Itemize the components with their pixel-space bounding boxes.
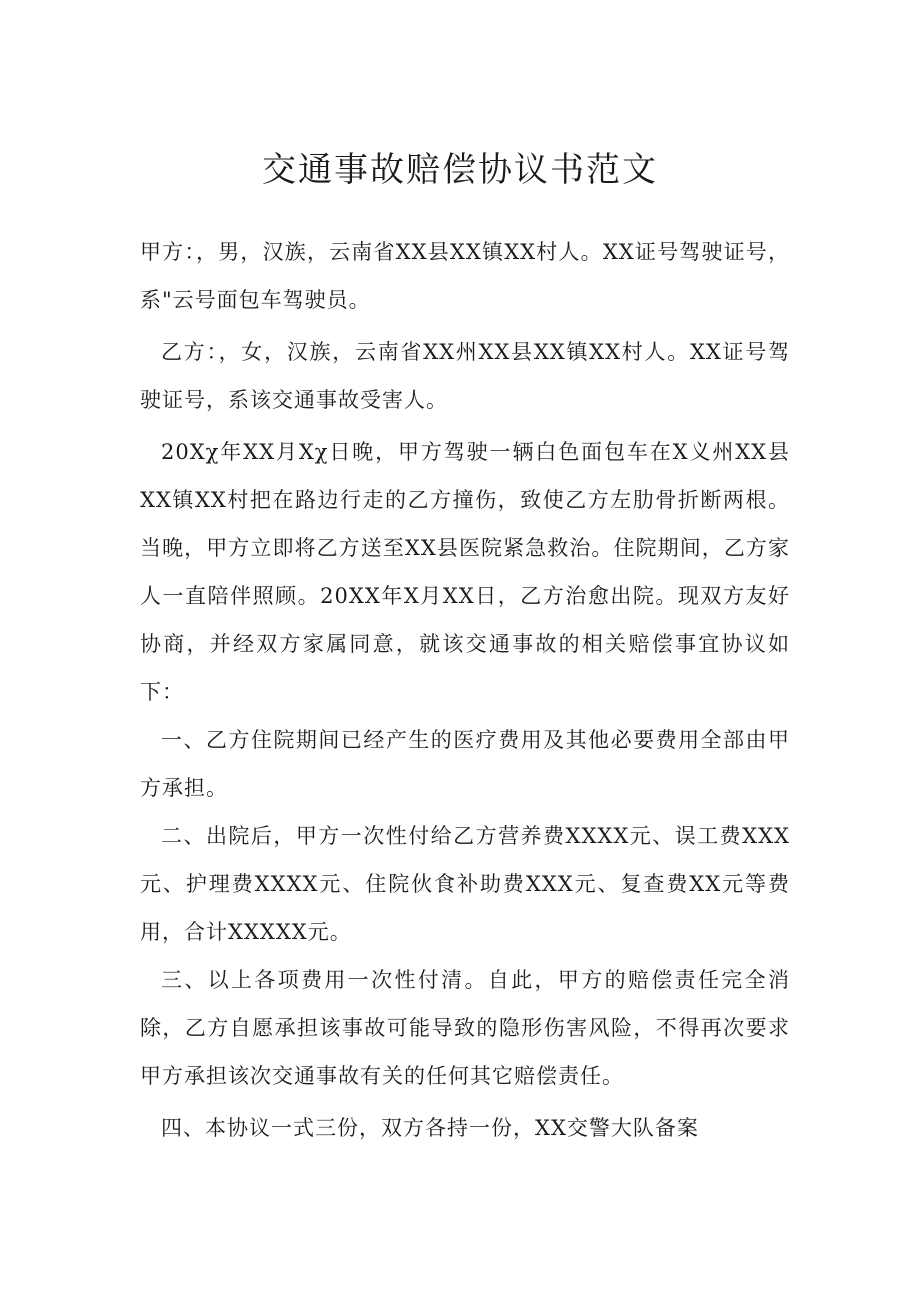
paragraph-party-b: 乙方：，女，汉族，云南省XX州XX县XX镇XX村人。XX证号驾驶证号，系该交通事故受害人。 bbox=[140, 340, 790, 412]
paragraph-clause-3: 三、以上各项费用一次性付清。自此，甲方的赔偿责任完全消除，乙方自愿承担该事故可能导致的隐形伤害风险，不得再次要求甲方承担该次交通事故有关的任何其它赔偿责任。 bbox=[140, 968, 790, 1088]
paragraph-clause-4: 四、本协议一式三份，双方各持一份，XX交警大队备案 bbox=[161, 1116, 699, 1140]
document-title: 交通事故赔偿协议书范文 bbox=[262, 150, 658, 190]
paragraph-accident-description: 20Xχ年XX月Xχ日晚，甲方驾驶一辆白色面包车在X义州XX县XX镇XX村把在路边行走的乙方撞伤，致使乙方左肋骨折断两根。当晚，甲方立即将乙方送至XX县医院紧急救治。住院期间，乙方家人一直陪伴照顾。20XX年X月XX日，乙方治愈出院。现双方友好协商，并经双方家属同意，就该交通事故的相关赔偿事宜协议如下： bbox=[140, 440, 790, 704]
paragraph-clause-1: 一、乙方住院期间已经产生的医疗费用及其他必要费用全部由甲方承担。 bbox=[140, 728, 790, 800]
document-body bbox=[140, 228, 790, 1152]
paragraph-party-a: 甲方：，男，汉族，云南省XX县XX镇XX村人。XX证号驾驶证号，系"云号面包车驾驶员。 bbox=[140, 240, 790, 312]
paragraph-clause-2: 二、出院后，甲方一次性付给乙方营养费XXXX元、误工费XXX元、护理费XXXX元、住院伙食补助费XXX元、复查费XX元等费用，合计XXXXX元。 bbox=[140, 824, 790, 944]
